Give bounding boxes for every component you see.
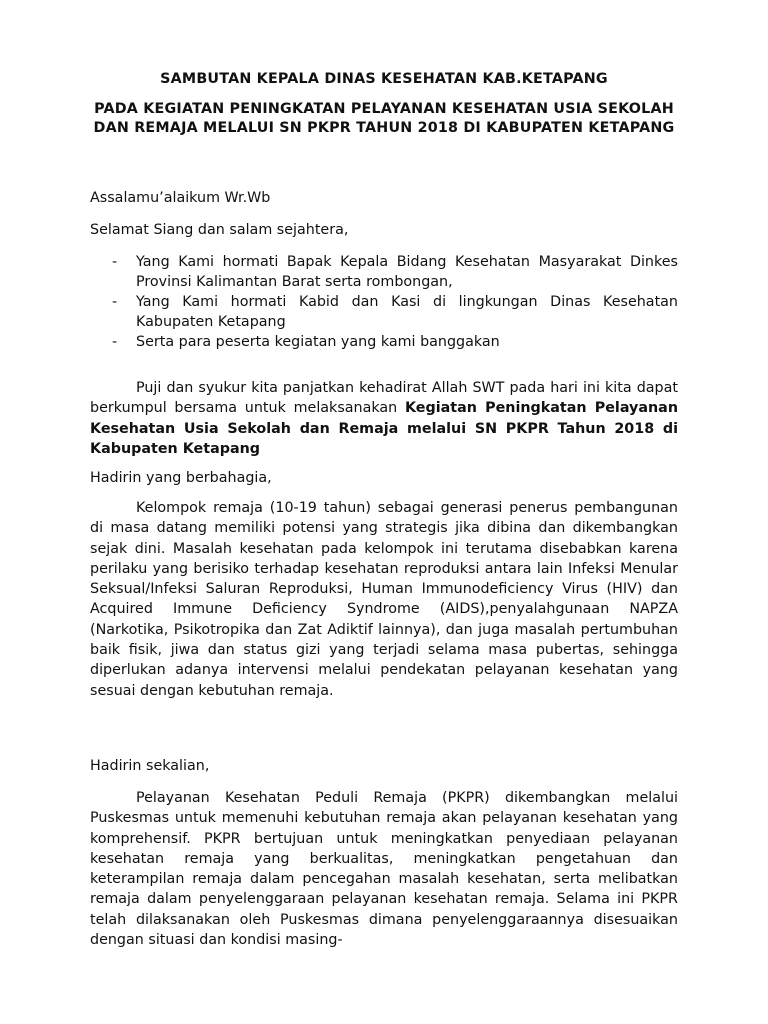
list-item [90, 252, 678, 292]
list-item [90, 332, 678, 352]
list-item [90, 292, 678, 332]
address-berbahagia: Hadirin yang berbahagia, [90, 470, 272, 486]
document-title: SAMBUTAN KEPALA DINAS KESEHATAN KAB.KETAPANG [160, 71, 608, 87]
body-paragraph-remaja [90, 498, 678, 701]
address-sekalian: Hadirin sekalian, [90, 758, 210, 774]
list-dash: - [112, 334, 118, 350]
body-paragraph-pkpr [90, 788, 678, 950]
opening-text: Puji dan syukur kita panjatkan kehadirat Allah SWT pada hari ini kita dapat berkumpul bersama untuk melaksanakan [90, 380, 678, 417]
list-item-text: Yang Kami hormati Kabid dan Kasi di lingkungan Dinas Kesehatan Kabupaten Ketapang [136, 294, 678, 330]
paragraph-text: Pelayanan Kesehatan Peduli Remaja (PKPR) dikembangkan melalui Puskesmas untuk memenuhi kebutuhan remaja akan pelayanan kesehatan yang komprehensif. PKPR bertujuan untuk meningkatkan penyediaan pelayanan kesehatan remaja yang berkualitas, meningkatkan pengetahuan dan keterampilan remaja dalam pencegahan masalah kesehatan, serta melibatkan remaja dalam penyelenggaraan pelayanan kesehatan remaja. Selama ini PKPR telah dilaksanakan oleh Puskesmas dimana penyelenggaraannya disesuaikan dengan situasi dan kondisi masing- [90, 790, 678, 949]
list-item-text: Yang Kami hormati Bapak Kepala Bidang Kesehatan Masyarakat Dinkes Provinsi Kalimantan Barat serta rombongan, [136, 254, 678, 290]
list-item-text: Serta para peserta kegiatan yang kami banggakan [136, 334, 500, 350]
paragraph-text: Kelompok remaja (10-19 tahun) sebagai generasi penerus pembangunan di masa datang memiliki potensi yang strategis jika dibina dan dikembangkan sejak dini. Masalah kesehatan pada kelompok ini terutama disebabkan karena perilaku yang berisiko terhadap kesehatan reproduksi antara lain Infeksi Menular Seksual/Infeksi Saluran Reproduksi, Human Immunodeficiency Virus (HIV) dan Acquired Immune Deficiency Syndrome (AIDS),penyalahgunaan NAPZA (Narkotika, Psikotropika dan Zat Adiktif lainnya), dan juga masalah pertumbuhan baik fisik, jiwa dan status gizi yang terjadi selama masa pubertas, sehingga diperlukan adanya intervensi melalui pendekatan pelayanan kesehatan yang sesuai dengan kebutuhan remaja. [90, 500, 678, 699]
event-name: Kegiatan Peningkatan Pelayanan Kesehatan Usia Sekolah dan Remaja melalui SN PKPR Tahun 2018 di Kabupaten Ketapang [90, 400, 679, 457]
greeting: Assalamu’alaikum Wr.Wb [90, 190, 271, 206]
honorifics-list [90, 252, 678, 352]
list-dash: - [112, 254, 118, 270]
document-subtitle: PADA KEGIATAN PENINGKATAN PELAYANAN KESEHATAN USIA SEKOLAH DAN REMAJA MELALUI SN PKPR TAHUN 2018 DI KABUPATEN KETAPANG [93, 101, 675, 136]
salutation: Selamat Siang dan salam sejahtera, [90, 222, 349, 238]
opening-paragraph [90, 378, 678, 459]
list-dash: - [112, 294, 118, 310]
